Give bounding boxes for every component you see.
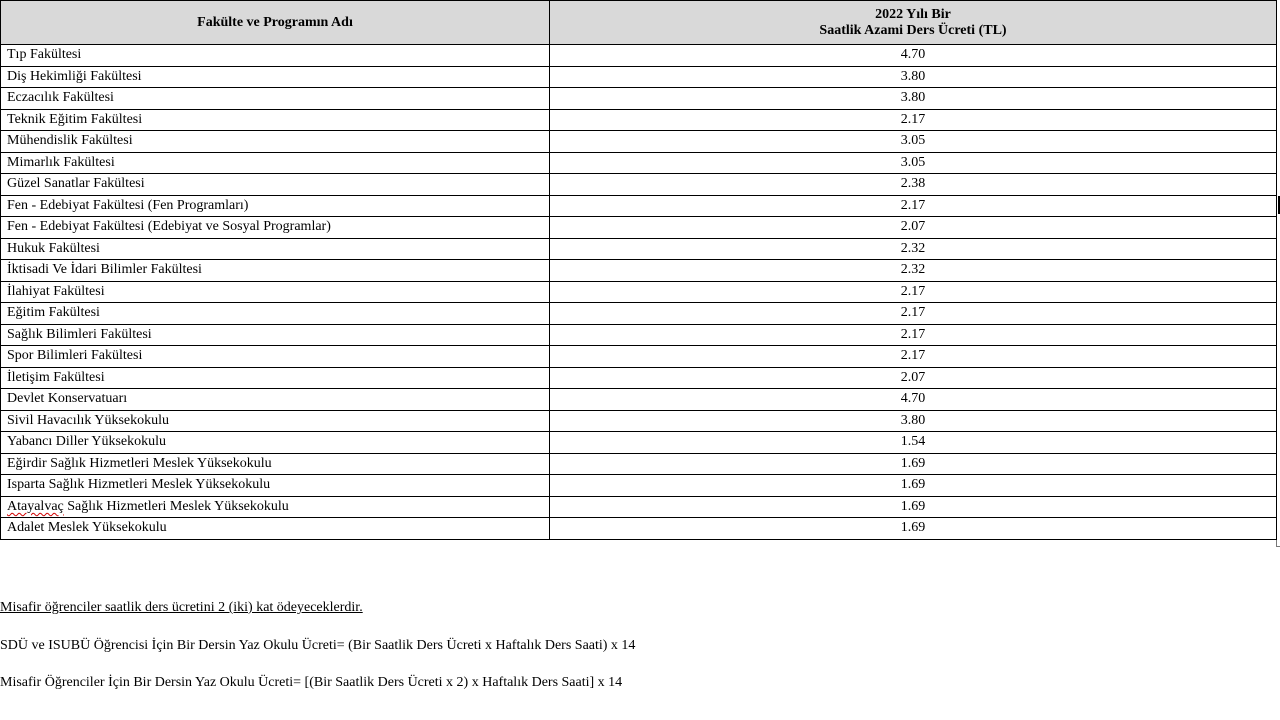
table-row bbox=[1, 432, 1277, 454]
table-row bbox=[1, 389, 1277, 411]
hourly-fee: 1.69 bbox=[550, 475, 1277, 497]
program-name: Eğirdir Sağlık Hizmetleri Meslek Yüksekokulu bbox=[1, 453, 550, 475]
hourly-fee: 2.32 bbox=[550, 238, 1277, 260]
table-row bbox=[1, 346, 1277, 368]
notes-section bbox=[0, 599, 635, 712]
hourly-fee: 2.17 bbox=[550, 324, 1277, 346]
program-name: Teknik Eğitim Fakültesi bbox=[1, 109, 550, 131]
hourly-fee: 2.17 bbox=[550, 281, 1277, 303]
hourly-fee: 1.69 bbox=[550, 496, 1277, 518]
program-name: İktisadi Ve İdari Bilimler Fakültesi bbox=[1, 260, 550, 282]
program-name: Yabancı Diller Yüksekokulu bbox=[1, 432, 550, 454]
table-row bbox=[1, 410, 1277, 432]
hourly-fee: 2.07 bbox=[550, 217, 1277, 239]
program-name: Mühendislik Fakültesi bbox=[1, 131, 550, 153]
program-name: Güzel Sanatlar Fakültesi bbox=[1, 174, 550, 196]
program-name: Eğitim Fakültesi bbox=[1, 303, 550, 325]
program-name-rest: Sağlık Hizmetleri Meslek Yüksekokulu bbox=[63, 498, 289, 514]
program-name: Devlet Konservatuarı bbox=[1, 389, 550, 411]
guest-note: Misafir öğrenciler saatlik ders ücretini 2 (iki) kat ödeyeceklerdir. bbox=[0, 600, 363, 615]
program-name: Adalet Meslek Yüksekokulu bbox=[1, 518, 550, 540]
program-name: Diş Hekimliği Fakültesi bbox=[1, 66, 550, 88]
program-name: Mimarlık Fakültesi bbox=[1, 152, 550, 174]
program-name: Hukuk Fakültesi bbox=[1, 238, 550, 260]
header-fee-line1: 2022 Yılı Bir bbox=[875, 6, 951, 22]
table-header-row bbox=[1, 1, 1277, 45]
program-name bbox=[1, 496, 550, 518]
hourly-fee: 3.80 bbox=[550, 410, 1277, 432]
program-name: Eczacılık Fakültesi bbox=[1, 88, 550, 110]
hourly-fee: 1.69 bbox=[550, 453, 1277, 475]
hourly-fee: 3.05 bbox=[550, 131, 1277, 153]
table-row bbox=[1, 217, 1277, 239]
hourly-fee: 4.70 bbox=[550, 389, 1277, 411]
hourly-fee: 2.17 bbox=[550, 195, 1277, 217]
table-row bbox=[1, 131, 1277, 153]
header-fee-line2: Saatlik Azami Ders Ücreti (TL) bbox=[819, 22, 1007, 38]
header-program-name: Fakülte ve Programın Adı bbox=[1, 1, 550, 45]
program-name: Tıp Fakültesi bbox=[1, 45, 550, 67]
table-row bbox=[1, 45, 1277, 67]
table-row bbox=[1, 496, 1277, 518]
table-row bbox=[1, 195, 1277, 217]
table-resize-handle[interactable] bbox=[1276, 540, 1280, 547]
table-row bbox=[1, 238, 1277, 260]
program-name: Spor Bilimleri Fakültesi bbox=[1, 346, 550, 368]
hourly-fee: 1.54 bbox=[550, 432, 1277, 454]
program-name: Isparta Sağlık Hizmetleri Meslek Yüksekokulu bbox=[1, 475, 550, 497]
table-row bbox=[1, 367, 1277, 389]
table-row bbox=[1, 518, 1277, 540]
table-row bbox=[1, 281, 1277, 303]
table-row bbox=[1, 152, 1277, 174]
table-row bbox=[1, 174, 1277, 196]
table-row bbox=[1, 303, 1277, 325]
program-name: Sağlık Bilimleri Fakültesi bbox=[1, 324, 550, 346]
table-row bbox=[1, 475, 1277, 497]
table-row bbox=[1, 324, 1277, 346]
table-row bbox=[1, 109, 1277, 131]
table-row bbox=[1, 66, 1277, 88]
hourly-fee: 2.07 bbox=[550, 367, 1277, 389]
hourly-fee: 3.05 bbox=[550, 152, 1277, 174]
hourly-fee: 2.32 bbox=[550, 260, 1277, 282]
spellcheck-flagged-word[interactable]: Atayalvaç bbox=[7, 498, 64, 514]
program-name: İlahiyat Fakültesi bbox=[1, 281, 550, 303]
hourly-fee: 2.38 bbox=[550, 174, 1277, 196]
hourly-fee: 1.69 bbox=[550, 518, 1277, 540]
formula-students: SDÜ ve ISUBÜ Öğrencisi İçin Bir Dersin Yaz Okulu Ücreti= (Bir Saatlik Ders Ücreti x Haftalık Ders Saati) x 14 bbox=[0, 637, 636, 653]
program-name: İletişim Fakültesi bbox=[1, 367, 550, 389]
hourly-fee: 3.80 bbox=[550, 88, 1277, 110]
table-row bbox=[1, 260, 1277, 282]
formula-guests: Misafir Öğrenciler İçin Bir Dersin Yaz Okulu Ücreti= [(Bir Saatlik Ders Ücreti x 2) x Haftalık Ders Saati] x 14 bbox=[0, 675, 623, 690]
program-name: Fen - Edebiyat Fakültesi (Fen Programları) bbox=[1, 195, 550, 217]
program-name: Fen - Edebiyat Fakültesi (Edebiyat ve Sosyal Programlar) bbox=[1, 217, 550, 239]
hourly-fee: 2.17 bbox=[550, 346, 1277, 368]
table-row bbox=[1, 453, 1277, 475]
program-name: Sivil Havacılık Yüksekokulu bbox=[1, 410, 550, 432]
table-row bbox=[1, 88, 1277, 110]
header-hourly-fee bbox=[550, 1, 1277, 45]
hourly-fee: 4.70 bbox=[550, 45, 1277, 67]
hourly-fee: 2.17 bbox=[550, 109, 1277, 131]
hourly-fee: 3.80 bbox=[550, 66, 1277, 88]
hourly-fee: 2.17 bbox=[550, 303, 1277, 325]
